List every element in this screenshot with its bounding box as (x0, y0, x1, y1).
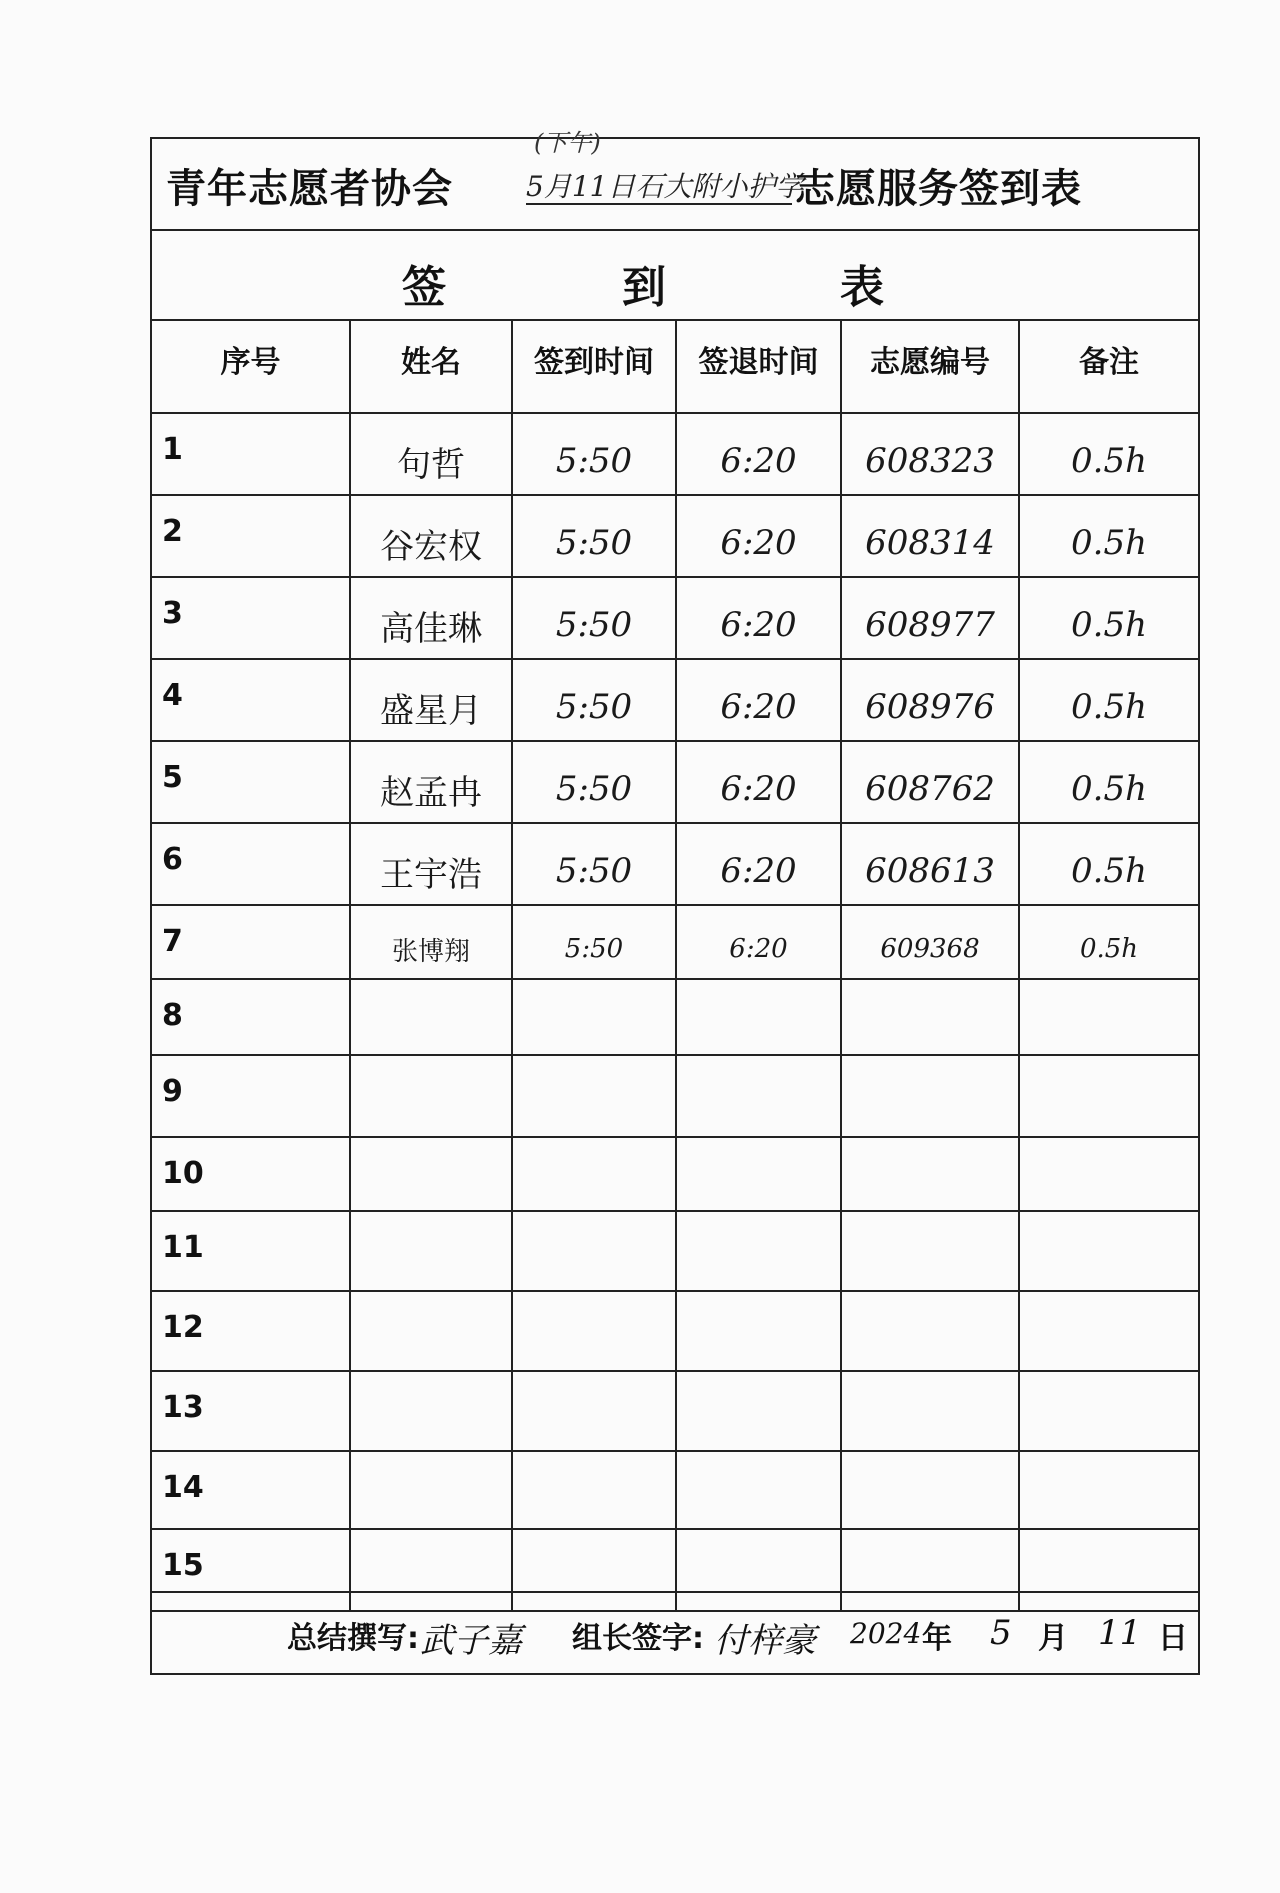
volunteer-id (841, 1211, 1019, 1291)
sign-in-time: 5:50 (512, 823, 676, 905)
table-row (152, 1451, 1198, 1529)
row-number: 10 (152, 1137, 350, 1211)
table-row (152, 1371, 1198, 1451)
date-year: 2024 (850, 1617, 922, 1650)
volunteer-id: 608977 (841, 577, 1019, 659)
table-header-row (152, 321, 1198, 413)
date-month: 5 (990, 1613, 1012, 1653)
table-row (152, 741, 1198, 823)
heading-char-2: 到 (622, 262, 666, 313)
date-day: 11 (1098, 1613, 1142, 1653)
volunteer-name: 赵孟冉 (350, 741, 512, 823)
sign-out-time: 6:20 (676, 905, 841, 979)
volunteer-id: 608976 (841, 659, 1019, 741)
sign-in-time (512, 1211, 676, 1291)
row-note (1019, 1291, 1198, 1371)
volunteer-name (350, 1055, 512, 1137)
row-note: 0.5h (1019, 741, 1198, 823)
table-row (152, 823, 1198, 905)
row-number: 1 (152, 413, 350, 495)
row-number: 8 (152, 979, 350, 1055)
row-note: 0.5h (1019, 659, 1198, 741)
volunteer-name: 王宇浩 (350, 823, 512, 905)
row-note: 0.5h (1019, 577, 1198, 659)
heading-row (152, 231, 1198, 321)
table-row (152, 979, 1198, 1055)
volunteer-id (841, 979, 1019, 1055)
volunteer-name (350, 1211, 512, 1291)
volunteer-id: 609368 (841, 905, 1019, 979)
year-unit: 年 (922, 1621, 952, 1656)
volunteer-name (350, 1137, 512, 1211)
volunteer-name: 句哲 (350, 413, 512, 495)
row-number: 6 (152, 823, 350, 905)
volunteer-name (350, 979, 512, 1055)
summary-label: 总结撰写: (287, 1621, 419, 1656)
volunteer-id (841, 1055, 1019, 1137)
leader-label: 组长签字: (572, 1621, 704, 1656)
col-header-note: 备注 (1019, 321, 1198, 413)
leader-signature: 付梓豪 (714, 1621, 816, 1661)
row-number: 12 (152, 1291, 350, 1371)
row-note (1019, 979, 1198, 1055)
col-header-sign-out-time: 签退时间 (676, 321, 841, 413)
row-note (1019, 1055, 1198, 1137)
row-note (1019, 1371, 1198, 1451)
day-unit: 日 (1158, 1621, 1188, 1656)
sign-in-time: 5:50 (512, 495, 676, 577)
volunteer-name (350, 1371, 512, 1451)
form-title: 志愿服务签到表 (795, 166, 1082, 212)
table-row (152, 659, 1198, 741)
sign-out-time: 6:20 (676, 741, 841, 823)
sign-out-time (676, 1055, 841, 1137)
row-number: 9 (152, 1055, 350, 1137)
volunteer-id (841, 1291, 1019, 1371)
row-note: 0.5h (1019, 495, 1198, 577)
volunteer-name (350, 1451, 512, 1529)
heading-char-3: 表 (840, 262, 884, 313)
volunteer-name: 高佳琳 (350, 577, 512, 659)
sign-in-time (512, 1371, 676, 1451)
sign-out-time: 6:20 (676, 577, 841, 659)
sign-out-time: 6:20 (676, 659, 841, 741)
row-note (1019, 1137, 1198, 1211)
col-header-volunteer-id: 志愿编号 (841, 321, 1019, 413)
col-header-sign-in-time: 签到时间 (512, 321, 676, 413)
org-title: 青年志愿者协会 (166, 166, 453, 212)
row-note (1019, 1211, 1198, 1291)
table-row (152, 495, 1198, 577)
sign-in-time (512, 1137, 676, 1211)
table-row (152, 905, 1198, 979)
row-number: 5 (152, 741, 350, 823)
row-number: 15 (152, 1529, 350, 1611)
title-handwritten-note: (下午) (534, 129, 601, 157)
sign-out-time: 6:20 (676, 413, 841, 495)
table-row (152, 1211, 1198, 1291)
attendance-table (152, 321, 1198, 1612)
table-row (152, 1291, 1198, 1371)
sign-out-time (676, 1211, 841, 1291)
table-row (152, 1055, 1198, 1137)
table-row (152, 1137, 1198, 1211)
sign-out-time (676, 1451, 841, 1529)
row-note: 0.5h (1019, 413, 1198, 495)
table-row (152, 413, 1198, 495)
row-note: 0.5h (1019, 905, 1198, 979)
table-row (152, 577, 1198, 659)
table-body (152, 413, 1198, 1611)
volunteer-id: 608323 (841, 413, 1019, 495)
sign-out-time: 6:20 (676, 495, 841, 577)
sign-in-sheet (150, 129, 1200, 1675)
volunteer-name: 张博翔 (350, 905, 512, 979)
footer-row (152, 1591, 1198, 1673)
row-number: 4 (152, 659, 350, 741)
sign-out-time (676, 1291, 841, 1371)
sign-out-time (676, 1371, 841, 1451)
sign-in-time (512, 1055, 676, 1137)
volunteer-id: 608613 (841, 823, 1019, 905)
volunteer-name: 谷宏权 (350, 495, 512, 577)
sign-in-time: 5:50 (512, 413, 676, 495)
col-header-name: 姓名 (350, 321, 512, 413)
title-row (152, 129, 1198, 231)
heading-char-1: 签 (402, 262, 446, 313)
sign-in-time: 5:50 (512, 577, 676, 659)
row-number: 11 (152, 1211, 350, 1291)
row-number: 2 (152, 495, 350, 577)
row-number: 13 (152, 1371, 350, 1451)
sign-in-time: 5:50 (512, 659, 676, 741)
sign-in-time: 5:50 (512, 741, 676, 823)
row-note: 0.5h (1019, 823, 1198, 905)
title-handwritten-event: 5月11日石大附小护学 (526, 170, 804, 203)
volunteer-id (841, 1451, 1019, 1529)
sign-in-time (512, 979, 676, 1055)
sign-in-time: 5:50 (512, 905, 676, 979)
volunteer-id (841, 1371, 1019, 1451)
summary-signature: 武子嘉 (420, 1621, 522, 1661)
volunteer-id: 608314 (841, 495, 1019, 577)
col-header-no: 序号 (152, 321, 350, 413)
row-number: 7 (152, 905, 350, 979)
sign-out-time (676, 1137, 841, 1211)
row-number: 3 (152, 577, 350, 659)
sign-in-time (512, 1291, 676, 1371)
month-unit: 月 (1038, 1621, 1068, 1656)
sign-out-time: 6:20 (676, 823, 841, 905)
sign-out-time (676, 979, 841, 1055)
volunteer-id: 608762 (841, 741, 1019, 823)
volunteer-id (841, 1137, 1019, 1211)
sign-in-time (512, 1451, 676, 1529)
row-note (1019, 1451, 1198, 1529)
volunteer-name: 盛星月 (350, 659, 512, 741)
row-number: 14 (152, 1451, 350, 1529)
volunteer-name (350, 1291, 512, 1371)
